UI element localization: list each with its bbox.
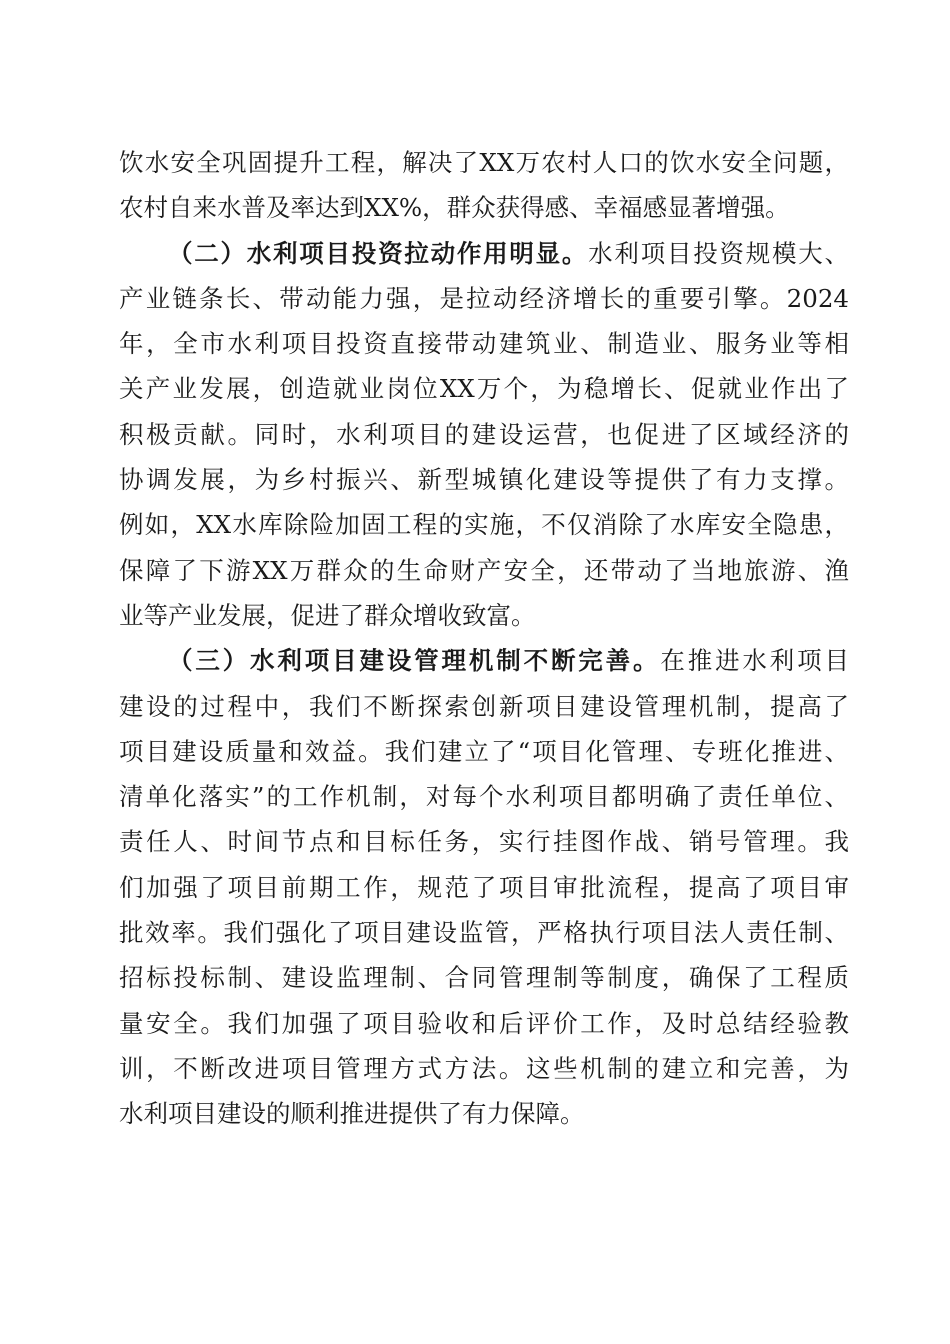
paragraph-3 (119, 638, 849, 1136)
text-line: 关产业发展，创造就业岗位XX万个，为稳增长、促就业作出了 (119, 374, 849, 404)
text-line: 农村自来水普及率达到XX%，群众获得感、幸福感显著增强。 (119, 193, 790, 223)
text-segment: 水利项目投资规模大、 (588, 238, 850, 268)
section-heading: （二）水利项目投资拉动作用明显。 (168, 238, 589, 268)
text-line: 们加强了项目前期工作，规范了项目审批流程，提高了项目审 (119, 872, 849, 902)
text-line: 产业链条长、带动能力强，是拉动经济增长的重要引擎。2024 (119, 283, 849, 313)
text-line: 业等产业发展，促进了群众增收致富。 (119, 600, 536, 630)
text-segment: 在推进水利项目 (660, 646, 849, 676)
text-line: 清单化落实”的工作机制，对每个水利项目都明确了责任单位、 (119, 782, 849, 812)
text-line: 积极贡献。同时，水利项目的建设运营，也促进了区域经济的 (119, 419, 849, 449)
paragraph-1 (119, 140, 849, 231)
text-line: 保障了下游XX万群众的生命财产安全，还带动了当地旅游、渔 (119, 555, 849, 585)
paragraph-2 (119, 231, 849, 639)
text-line: 饮水安全巩固提升工程，解决了XX万农村人口的饮水安全问题， (119, 148, 849, 177)
paragraph-first-line (119, 638, 849, 683)
text-line: 招标投标制、建设监理制、合同管理制等制度，确保了工程质 (119, 963, 849, 993)
text-line: 批效率。我们强化了项目建设监管，严格执行项目法人责任制、 (119, 918, 849, 948)
text-line: 项目建设质量和效益。我们建立了“项目化管理、专班化推进、 (119, 736, 849, 766)
text-line: 训，不断改进项目管理方式方法。这些机制的建立和完善，为 (119, 1053, 849, 1083)
text-line: 例如，XX水库除险加固工程的实施，不仅消除了水库安全隐患， (119, 510, 849, 540)
section-heading: （三）水利项目建设管理机制不断完善。 (168, 646, 661, 676)
text-line: 量安全。我们加强了项目验收和后评价工作，及时总结经验教 (119, 1008, 849, 1038)
text-line: 协调发展，为乡村振兴、新型城镇化建设等提供了有力支撑。 (119, 465, 849, 495)
paragraph-first-line (119, 231, 849, 276)
text-line: 年，全市水利项目投资直接带动建筑业、制造业、服务业等相 (119, 329, 849, 359)
document-body (119, 140, 849, 1137)
text-line: 责任人、时间节点和目标任务，实行挂图作战、销号管理。我 (119, 827, 849, 857)
text-line: 水利项目建设的顺利推进提供了有力保障。 (119, 1099, 585, 1129)
text-line: 建设的过程中，我们不断探索创新项目建设管理机制，提高了 (119, 691, 849, 721)
